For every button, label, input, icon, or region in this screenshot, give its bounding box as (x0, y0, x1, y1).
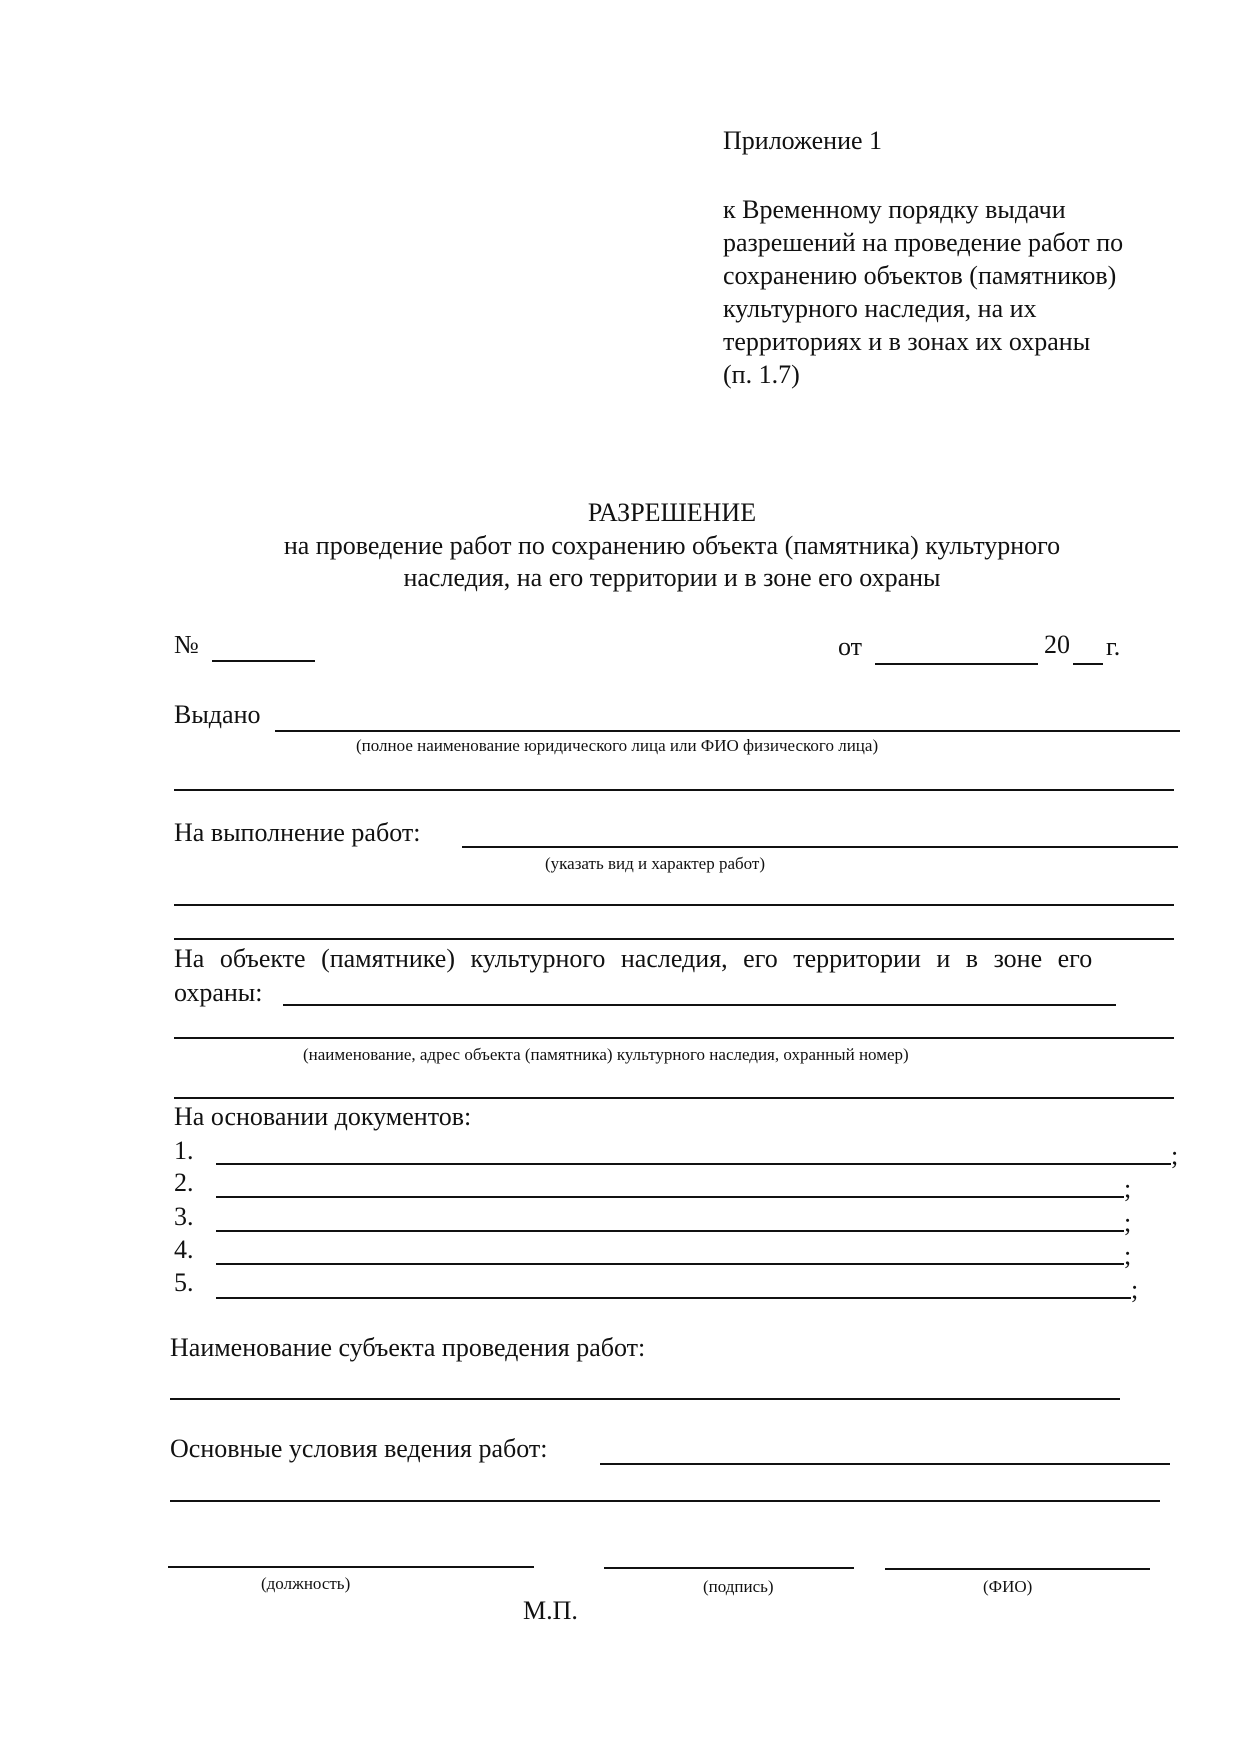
works-field-continued[interactable] (174, 938, 1174, 940)
appendix-line: разрешений на проведение работ по (723, 228, 1124, 257)
position-hint: (должность) (261, 1574, 351, 1593)
document-item-number: 5. (174, 1268, 194, 1297)
documents-label: На основании документов: (174, 1102, 472, 1131)
date-prefix: от (838, 632, 863, 661)
number-label: № (174, 630, 199, 659)
works-hint: (указать вид и характер работ) (545, 854, 766, 873)
appendix-line: (п. 1.7) (723, 360, 800, 389)
name-hint: (ФИО) (983, 1577, 1033, 1596)
document-item-end: ; (1131, 1275, 1139, 1304)
signature-field[interactable] (604, 1567, 854, 1569)
year-field[interactable] (1073, 663, 1103, 665)
appendix-line: территориях и в зонах их охраны (723, 327, 1091, 356)
document-item-number: 2. (174, 1168, 194, 1197)
document-item-field[interactable] (216, 1163, 1171, 1165)
object-field-continued[interactable] (174, 1037, 1174, 1039)
object-label: На объекте (памятнике) культурного наследия, его территории и в зоне его (174, 944, 1093, 973)
document-item-end: ; (1124, 1174, 1132, 1203)
works-label: На выполнение работ: (174, 818, 421, 847)
appendix-title: Приложение 1 (723, 126, 883, 155)
document-item-number: 4. (174, 1235, 194, 1264)
name-field[interactable] (885, 1568, 1150, 1570)
document-title: РАЗРЕШЕНИЕ (587, 498, 757, 527)
appendix-line: сохранению объектов (памятников) (723, 261, 1117, 290)
object-field-continued[interactable] (174, 1097, 1174, 1099)
signature-hint: (подпись) (703, 1577, 774, 1596)
issued-field-continued[interactable] (174, 789, 1174, 791)
document-item-end: ; (1124, 1241, 1132, 1270)
document-item-field[interactable] (216, 1263, 1124, 1265)
conditions-field[interactable] (600, 1463, 1170, 1465)
document-item-end: ; (1171, 1141, 1179, 1170)
date-field[interactable] (875, 663, 1038, 665)
stamp-placeholder: М.П. (523, 1596, 578, 1625)
conditions-label: Основные условия ведения работ: (170, 1434, 548, 1463)
issued-label: Выдано (174, 700, 261, 729)
issued-field[interactable] (275, 730, 1180, 732)
document-item-field[interactable] (216, 1297, 1131, 1299)
document-subtitle: наследия, на его территории и в зоне его охраны (403, 563, 941, 592)
object-label: охраны: (174, 978, 263, 1007)
year-prefix: 20 (1044, 630, 1070, 659)
document-item-field[interactable] (216, 1196, 1124, 1198)
works-field[interactable] (462, 846, 1178, 848)
document-item-number: 3. (174, 1202, 194, 1231)
document-subtitle: на проведение работ по сохранению объекта (памятника) культурного (283, 531, 1061, 560)
number-field[interactable] (212, 660, 315, 662)
subject-field[interactable] (170, 1398, 1120, 1400)
appendix-line: к Временному порядку выдачи (723, 195, 1066, 224)
issued-hint: (полное наименование юридического лица или ФИО физического лица) (356, 736, 879, 755)
object-hint: (наименование, адрес объекта (памятника) культурного наследия, охранный номер) (303, 1045, 909, 1064)
document-item-number: 1. (174, 1136, 194, 1165)
conditions-field-continued[interactable] (170, 1500, 1160, 1502)
position-field[interactable] (168, 1566, 534, 1568)
document-item-field[interactable] (216, 1230, 1124, 1232)
appendix-line: культурного наследия, на их (723, 294, 1037, 323)
works-field-continued[interactable] (174, 904, 1174, 906)
object-field[interactable] (283, 1004, 1116, 1006)
document-item-end: ; (1124, 1208, 1132, 1237)
year-suffix: г. (1106, 632, 1121, 661)
subject-label: Наименование субъекта проведения работ: (170, 1333, 646, 1362)
